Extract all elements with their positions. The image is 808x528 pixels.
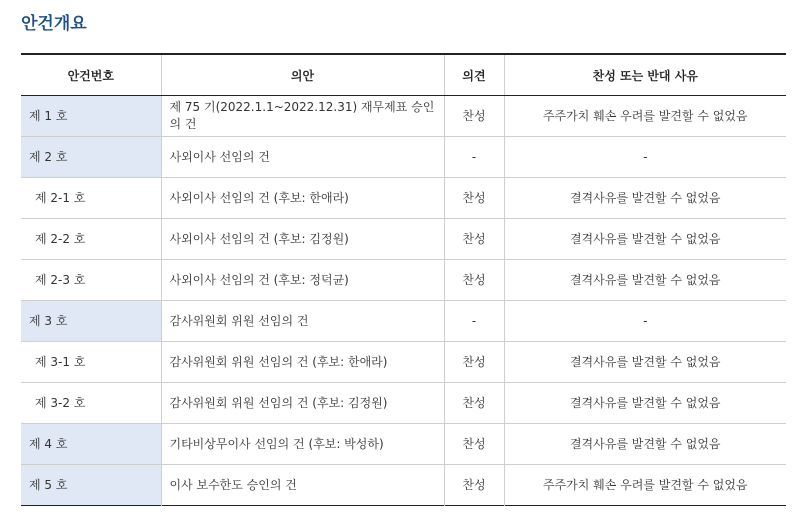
- agenda-opinion: -: [444, 301, 504, 342]
- agenda-reason: 결격사유를 발견할 수 없었음: [504, 383, 786, 424]
- table-row: [21, 96, 786, 137]
- table-header-row: [21, 54, 786, 96]
- agenda-title: 감사위원회 위원 선임의 건: [161, 301, 444, 342]
- agenda-reason: 주주가치 훼손 우려를 발견할 수 없었음: [504, 465, 786, 506]
- agenda-reason: 결격사유를 발견할 수 없었음: [504, 178, 786, 219]
- agenda-reason: 결격사유를 발견할 수 없었음: [504, 424, 786, 465]
- agenda-opinion: 찬성: [444, 383, 504, 424]
- table-row: [21, 137, 786, 178]
- agenda-opinion: 찬성: [444, 342, 504, 383]
- agenda-number: 제 4 호: [21, 424, 161, 465]
- agenda-number: 제 2-1 호: [21, 178, 161, 219]
- agenda-opinion: 찬성: [444, 260, 504, 301]
- agenda-number: 제 3 호: [21, 301, 161, 342]
- agenda-table: [21, 53, 786, 506]
- header-opinion: 의견: [444, 54, 504, 96]
- agenda-opinion: 찬성: [444, 424, 504, 465]
- agenda-number: 제 2 호: [21, 137, 161, 178]
- table-row: [21, 465, 786, 506]
- header-agenda-number: 안건번호: [21, 54, 161, 96]
- agenda-opinion: 찬성: [444, 178, 504, 219]
- table-row: [21, 178, 786, 219]
- header-agenda-title: 의안: [161, 54, 444, 96]
- agenda-title: 사외이사 선임의 건: [161, 137, 444, 178]
- agenda-reason: 주주가치 훼손 우려를 발견할 수 없었음: [504, 96, 786, 137]
- agenda-reason: -: [504, 301, 786, 342]
- agenda-reason: 결격사유를 발견할 수 없었음: [504, 342, 786, 383]
- agenda-title: 사외이사 선임의 건 (후보: 정덕균): [161, 260, 444, 301]
- agenda-opinion: 찬성: [444, 219, 504, 260]
- agenda-title: 기타비상무이사 선임의 건 (후보: 박성하): [161, 424, 444, 465]
- table-row: [21, 342, 786, 383]
- agenda-number: 제 1 호: [21, 96, 161, 137]
- agenda-number: 제 2-3 호: [21, 260, 161, 301]
- agenda-number: 제 2-2 호: [21, 219, 161, 260]
- agenda-opinion: 찬성: [444, 96, 504, 137]
- table-row: [21, 301, 786, 342]
- agenda-reason: 결격사유를 발견할 수 없었음: [504, 219, 786, 260]
- header-reason: 찬성 또는 반대 사유: [504, 54, 786, 96]
- agenda-title: 사외이사 선임의 건 (후보: 김정원): [161, 219, 444, 260]
- table-row: [21, 383, 786, 424]
- agenda-title: 제 75 기(2022.1.1~2022.12.31) 재무제표 승인의 건: [161, 96, 444, 137]
- table-row: [21, 424, 786, 465]
- agenda-title: 이사 보수한도 승인의 건: [161, 465, 444, 506]
- agenda-reason: -: [504, 137, 786, 178]
- agenda-opinion: 찬성: [444, 465, 504, 506]
- agenda-number: 제 3-1 호: [21, 342, 161, 383]
- table-row: [21, 260, 786, 301]
- page-title: 안건개요: [21, 14, 87, 34]
- agenda-title: 감사위원회 위원 선임의 건 (후보: 한애라): [161, 342, 444, 383]
- agenda-title: 감사위원회 위원 선임의 건 (후보: 김정원): [161, 383, 444, 424]
- agenda-number: 제 3-2 호: [21, 383, 161, 424]
- agenda-title: 사외이사 선임의 건 (후보: 한애라): [161, 178, 444, 219]
- agenda-reason: 결격사유를 발견할 수 없었음: [504, 260, 786, 301]
- agenda-number: 제 5 호: [21, 465, 161, 506]
- agenda-opinion: -: [444, 137, 504, 178]
- table-row: [21, 219, 786, 260]
